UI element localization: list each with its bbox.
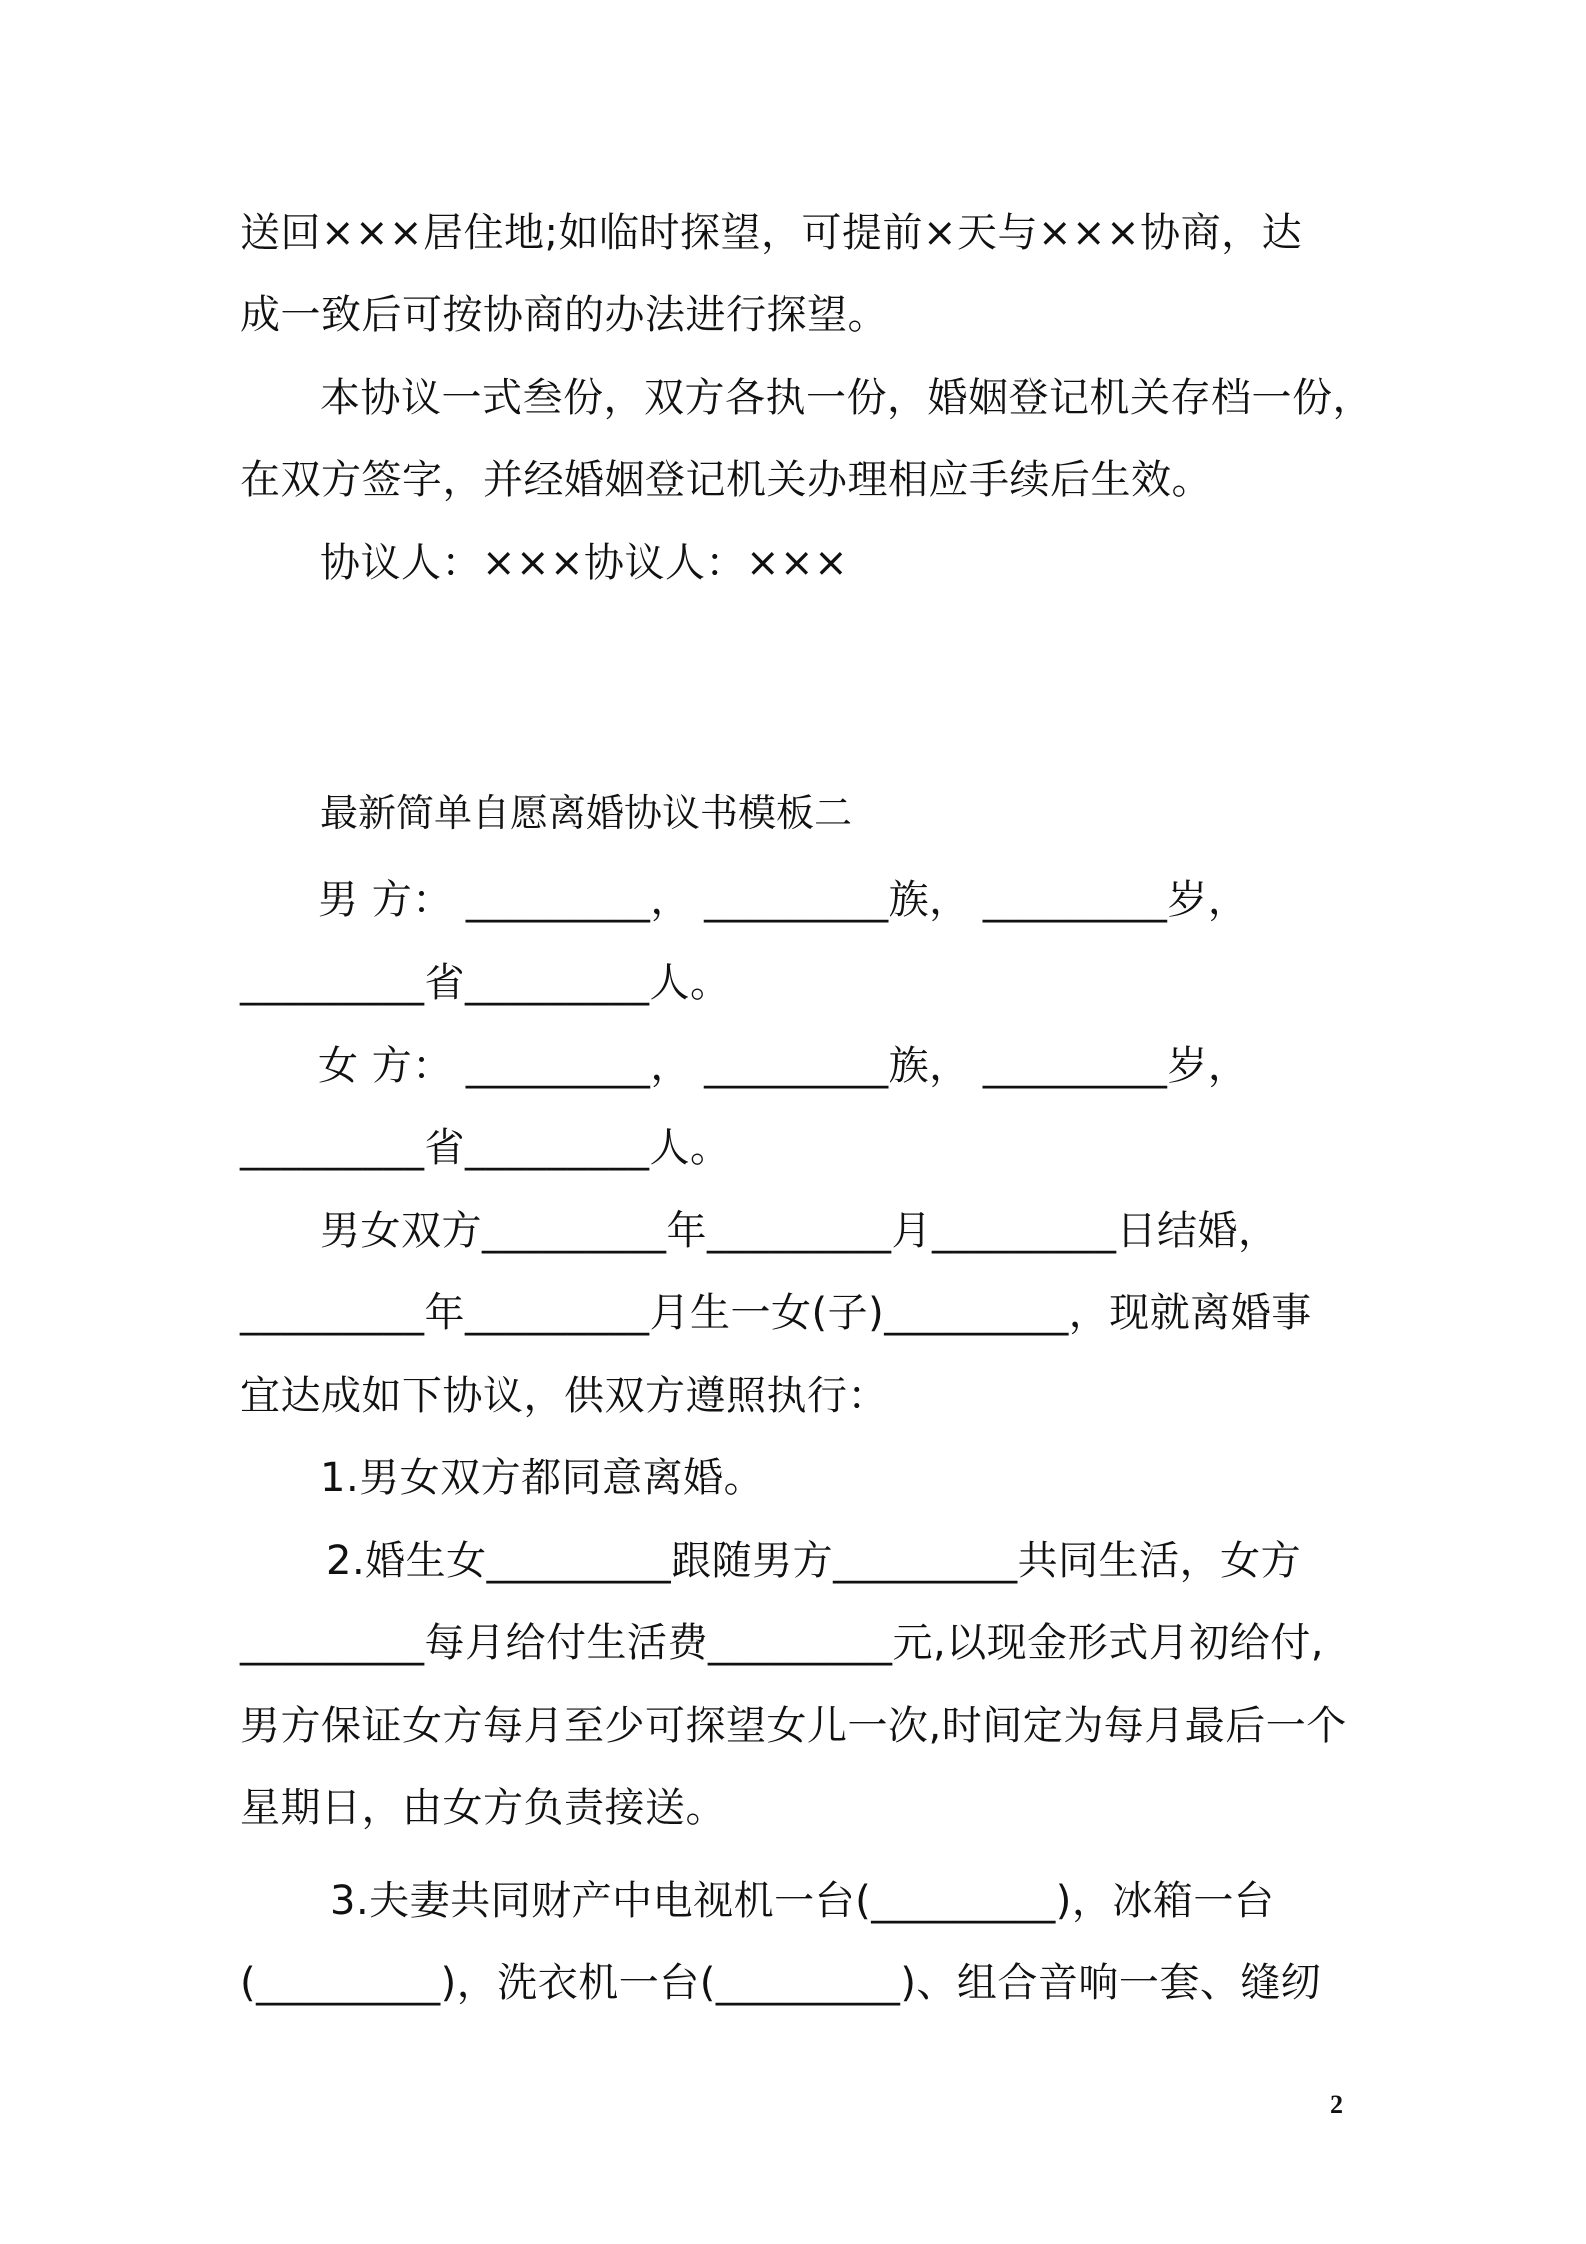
item1: 1.男女双方都同意离婚。 [320,1455,765,1501]
page-number: 2 [1330,2090,1343,2119]
woman-line1: 女 方： _________， _________族， _________岁， [318,1043,1249,1089]
man-line2: _________省_________人。 [240,960,731,1006]
item3-line2: (_________)，洗衣机一台(_________)、组合音响一套、缝纫 [240,1960,1322,2006]
para2-line1: 本协议一式叁份，双方各执一份，婚姻登记机关存档一份， [320,375,1373,421]
man-line1: 男 方： _________， _________族， _________岁， [318,877,1249,923]
marriage-line1: 男女双方_________年_________月_________日结婚， [320,1208,1279,1254]
marriage-line3: 宜达成如下协议，供双方遵照执行： [240,1373,888,1419]
marriage-line2: _________年_________月生一女(子)_________，现就离婚事 [240,1290,1312,1336]
section-title: 最新简单自愿离婚协议书模板二 [320,791,853,835]
woman-line2: _________省_________人。 [240,1125,731,1171]
item2-line2: _________每月给付生活费_________元,以现金形式月初给付, [240,1620,1324,1666]
item2-line1: 2.婚生女_________跟随男方_________共同生活，女方 [326,1538,1302,1584]
para1-line2: 成一致后可按协商的办法进行探望。 [240,292,888,338]
para1-line1: 送回×××居住地;如临时探望，可提前×天与×××协商，达 [240,210,1303,256]
item2-line4: 星期日，由女方负责接送。 [240,1785,726,1831]
item3-line1: 3.夫妻共同财产中电视机一台(_________)，冰箱一台 [330,1878,1275,1924]
signature-line: 协议人：×××协议人：××× [320,540,849,586]
para2-line2: 在双方签字，并经婚姻登记机关办理相应手续后生效。 [240,457,1212,503]
item2-line3: 男方保证女方每月至少可探望女儿一次,时间定为每月最后一个 [240,1703,1347,1749]
